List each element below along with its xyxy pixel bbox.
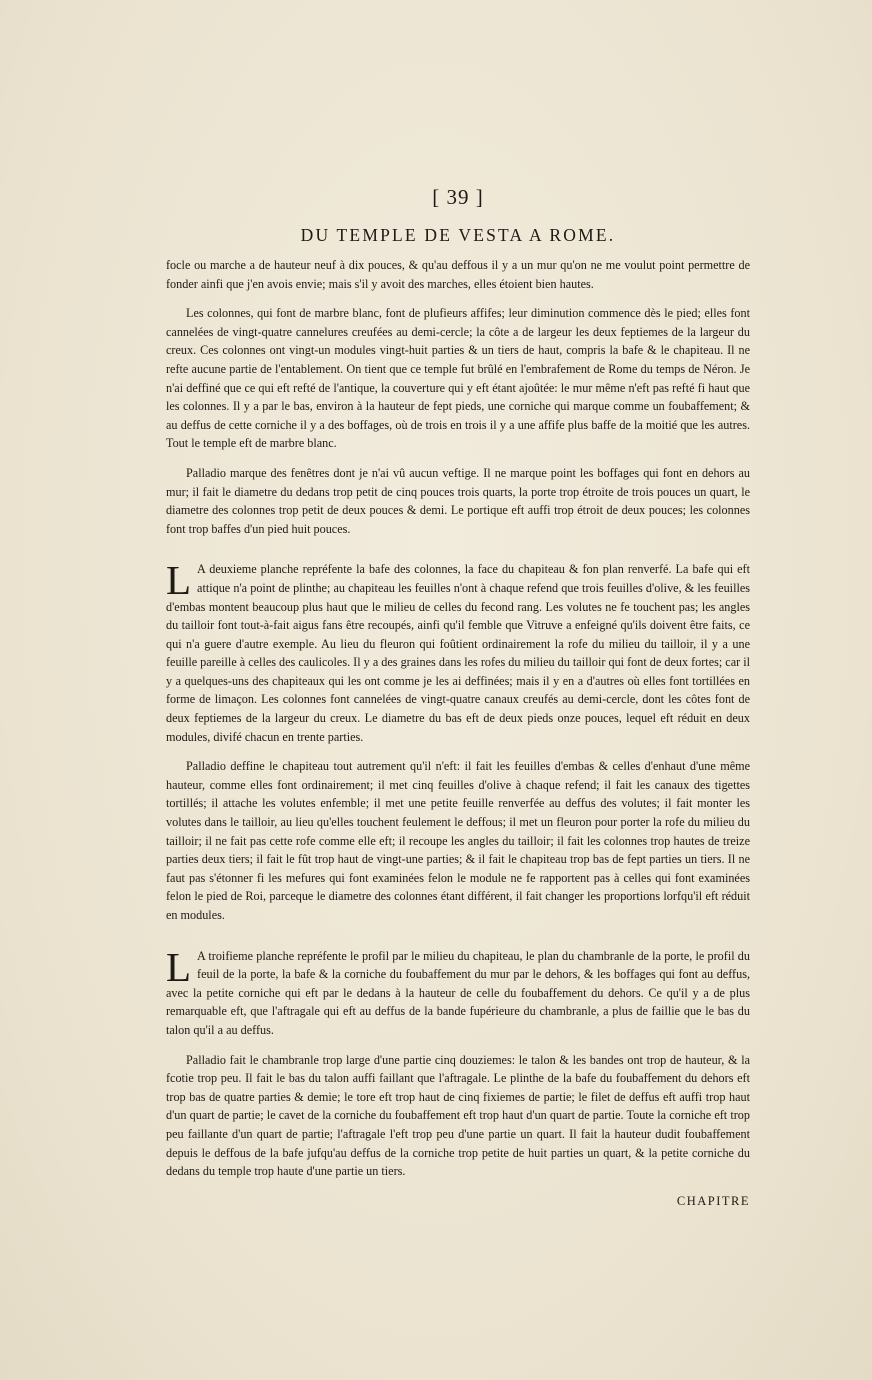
drop-cap: L	[166, 943, 192, 990]
paragraph	[166, 464, 750, 538]
drop-cap: L	[166, 557, 192, 604]
catchword: CHAPITRE	[676, 1194, 750, 1208]
paragraph-text: Les colonnes, qui font de marbre blanc, font de plufieurs affifes; leur diminution commence dès le pied; elles font cannelées de vingt-quatre cannelures creufées au demi-cercle; la côte a de largeur les deux feptiemes de la largeur du creux. Ces colonnes ont vingt-un modules vingt-huit parties & un tiers de haut, compris la bafe & le chapiteau. Il ne refte aucune partie de l'entablement. On tient que ce temple fut brûlé en l'embrafement de Rome du temps de Néron. Je n'ai deffiné que ce qui eft refté de l'antique, la couverture qui y eft étant ajoûtée: le mur même n'eft pas refté fi haut que les colonnes. Il y a par le bas, environ à la hauteur de fept pieds, une corniche qui marque comme un foubaffement; & au deffus de cette corniche il y a des boffages, où de trois en trois il y a une affife plus baffe de la moitié que les autres. Tout le temple eft de marbre blanc.	[166, 306, 750, 451]
paragraph-with-dropcap	[166, 557, 750, 746]
paragraph-text: focle ou marche a de hauteur neuf à dix pouces, & qu'au deffous il y a un mur qu'on ne me voulut point permettre de fonder ainfi que j'en avois envie; mais s'il y avoit des marches, elles étoient bien hautes.	[166, 258, 750, 291]
paragraph	[166, 757, 750, 924]
text-block	[166, 182, 750, 1192]
paragraph-text: A deuxieme planche repréfente la bafe des colonnes, la face du chapiteau & fon plan renverfé. La bafe qui eft attique n'a point de plinthe; au chapiteau les feuilles n'ont à chaque refend que trois feuilles d'olive, & les feuilles d'embas montent beaucoup plus haut que le milieu de celles du fecond rang. Les volutes ne fe touchent pas; les angles du tailloir font tout-à-fait aigus fans être recoupés, ainfi qu'il femble que Vitruve a enfeigné qu'ils doivent être faits, ce qui n'a guere d'autre exemple. Au lieu du fleuron qui foûtient ordinairement la rofe du milieu du tailloir, il y a une feuille pareille à celles des caulicoles. Il y a des graines dans les rofes du milieu du tailloir qui font de deux fortes; car il y a quelques-uns des chapiteaux qui les ont comme je les ai deffinées; mais il y en a d'autres où elles font tortillées en forme de limaçon. Les colonnes font cannelées de vingt-quatre canaux creufés au demi-cercle, dont les côtes font de deux feptiemes de la largeur du creux. Le diametre du bas eft de deux pieds onze pouces, lequel eft réduit en deux modules, divifé chacun en trente parties.	[166, 562, 750, 744]
page-number: [ 39 ]	[432, 185, 484, 209]
paragraph-text: A troifieme planche repréfente le profil par le milieu du chapiteau, le plan du chambranle de la porte, le profil du feuil de la porte, la bafe & la corniche du foubaffement du mur par le dehors, & les boffages qui font au deffus, avec la petite corniche qui eft par le dedans à la hauteur de celle du foubaffement du dehors. Ce qu'il y a de plus remarquable eft, que l'aftragale qui eft au deffus de la bande fupérieure du chambranle, a plus de faillie que le bas du talon qu'il a au deffus.	[166, 948, 750, 1037]
chapter-heading: DU TEMPLE DE VESTA A ROME.	[300, 225, 616, 245]
paragraph-with-dropcap	[166, 943, 750, 1040]
paragraph-text: Palladio fait le chambranle trop large d'une partie cinq douziemes: le talon & les bandes ont trop de hauteur, & la fcotie trop peu. Il fait le bas du talon auffi faillant que l'aftragale. Le plinthe de la bafe du foubaffement du dehors eft trop bas de quatre parties & demie; le tore eft trop haut de cinq fixiemes de partie; le filet de deffus eft auffi trop haut d'un quart de partie; le cavet de la corniche du foubaffement eft trop haut d'un quart de partie. Toute la corniche eft trop peu faillante d'un quart de partie; l'aftragale l'eft trop peu d'une partie un quart. Il fait la hauteur dudit foubaffement depuis le deffous de la bafe jufqu'au deffus de la corniche trop petite de huit parties un quart, & la petite corniche du dedans du temple trop haute d'une partie un tiers.	[166, 1052, 750, 1179]
paragraph-text: Palladio deffine le chapiteau tout autrement qu'il n'eft: il fait les feuilles d'embas & celles d'enhaut d'une même hauteur, comme elles font ordinairement; il met cinq feuilles d'olive à chaque refend; il fait les canaux des tigettes tortillés; il attache les volutes enfemble; il met une petite feuille renverfée au deffus des volutes; il fait monter les volutes dans le tailloir, au lieu qu'elles touchent feulement le deffous; il met un fleuron pour porter la rofe du milieu du tailloir; il ne fait pas cette rofe comme elle eft; il recoupe les angles du tailloir; il fait les colonnes trop hautes de treize parties deux tiers; il fait le fût trop haut de vingt-une parties; & il fait le chapiteau trop bas de fept parties un tiers. Il ne faut pas s'étonner fi les mefures qui font examinées felon le module ne fe rapportent pas à celles qui font examinées felon le pied de Roi, parceque le diametre des colonnes étant différent, il fait changer les proportions lorfqu'il eft réduit en modules.	[166, 759, 750, 922]
paragraph	[166, 1051, 750, 1181]
paragraph	[166, 256, 750, 293]
paragraph	[166, 304, 750, 453]
paragraph-text: Palladio marque des fenêtres dont je n'ai vû aucun veftige. Il ne marque point les boffages qui font en dehors au mur; il fait le diametre du dedans trop petit de cinq pouces trois quarts, la porte trop étroite de trois pouces un quart, le diametre des colonnes trop petit de deux pouces & demi. Le portique eft auffi trop étroit de deux pouces; les colonnes font trop baffes d'un pied huit pouces.	[166, 465, 750, 536]
